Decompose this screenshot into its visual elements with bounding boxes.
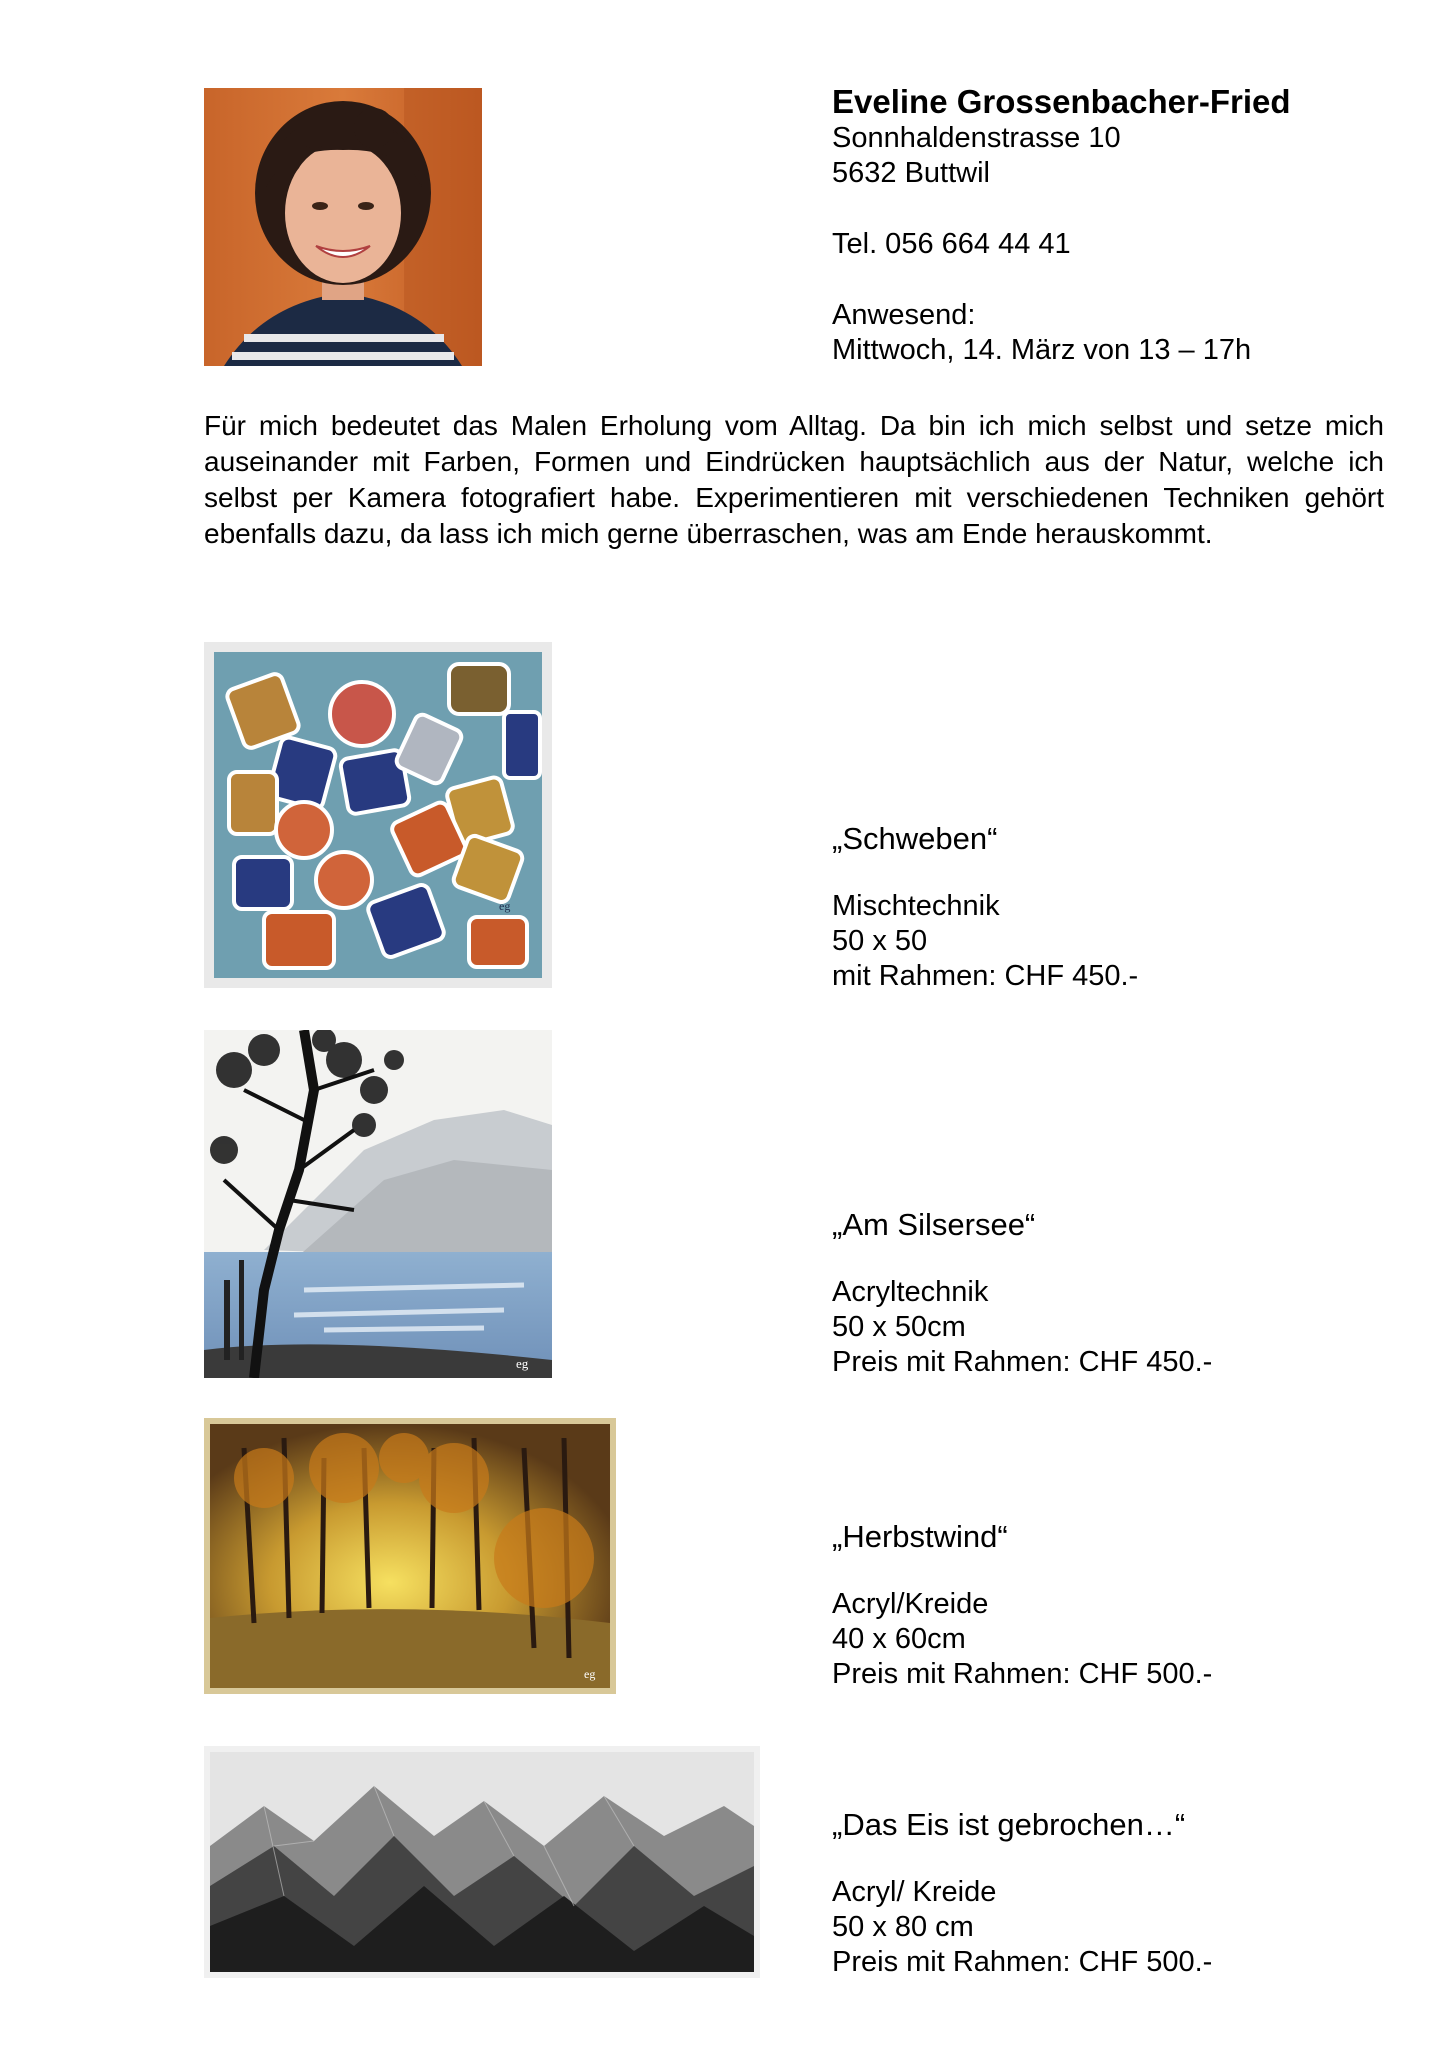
- artwork-technique-das-eis-ist-gebrochen: Acryl/ Kreide: [832, 1876, 997, 1908]
- artwork-image-schweben: [204, 642, 552, 988]
- artwork-image-das-eis-ist-gebrochen: [204, 1746, 760, 1978]
- signature-herbstwind: eg: [584, 1667, 596, 1681]
- artist-city: 5632 Buttwil: [832, 157, 990, 189]
- intro-text: Für mich bedeutet das Malen Erholung vom Alltag. Da bin ich mich selbst und setze mich auseinander mit Farben, Formen und Eindrücken hauptsächlich aus der Natur, welche ich selbst per Kamera fotografiert habe. Experimentieren mit verschiedenen Techniken gehört ebenfalls dazu, da lass ich mich gerne überraschen, was am Ende herauskommt.: [204, 410, 1384, 549]
- artwork-title-am-silsersee: „Am Silsersee“: [832, 1207, 1036, 1242]
- artwork-size-am-silsersee: 50 x 50cm: [832, 1311, 966, 1343]
- artwork-price-das-eis-ist-gebrochen: Preis mit Rahmen: CHF 500.-: [832, 1946, 1213, 1978]
- artwork-size-das-eis-ist-gebrochen: 50 x 80 cm: [832, 1911, 974, 1943]
- artwork-size-schweben: 50 x 50: [832, 925, 928, 957]
- artwork-image-am-silsersee: [204, 1030, 552, 1378]
- artwork-image-herbstwind: [204, 1418, 616, 1694]
- signature-am-silsersee: eg: [516, 1356, 529, 1371]
- artist-phone: Tel. 056 664 44 41: [832, 228, 1071, 260]
- signature-schweben: eg: [499, 899, 511, 913]
- artwork-technique-herbstwind: Acryl/Kreide: [832, 1588, 989, 1620]
- artwork-title-das-eis-ist-gebrochen: „Das Eis ist gebrochen…“: [832, 1807, 1186, 1842]
- presence-time: Mittwoch, 14. März von 13 – 17h: [832, 334, 1252, 366]
- artist-name: Eveline Grossenbacher-Fried: [832, 83, 1291, 120]
- artwork-technique-schweben: Mischtechnik: [832, 890, 1000, 922]
- artist-portrait: [204, 88, 482, 366]
- artwork-technique-am-silsersee: Acryltechnik: [832, 1276, 989, 1308]
- artwork-price-herbstwind: Preis mit Rahmen: CHF 500.-: [832, 1658, 1213, 1690]
- artwork-title-herbstwind: „Herbstwind“: [832, 1519, 1008, 1554]
- presence-label: Anwesend:: [832, 299, 976, 331]
- artwork-size-herbstwind: 40 x 60cm: [832, 1623, 966, 1655]
- artwork-title-schweben: „Schweben“: [832, 821, 998, 856]
- artwork-price-am-silsersee: Preis mit Rahmen: CHF 450.-: [832, 1346, 1213, 1378]
- artwork-price-schweben: mit Rahmen: CHF 450.-: [832, 960, 1139, 992]
- artist-street: Sonnhaldenstrasse 10: [832, 122, 1121, 154]
